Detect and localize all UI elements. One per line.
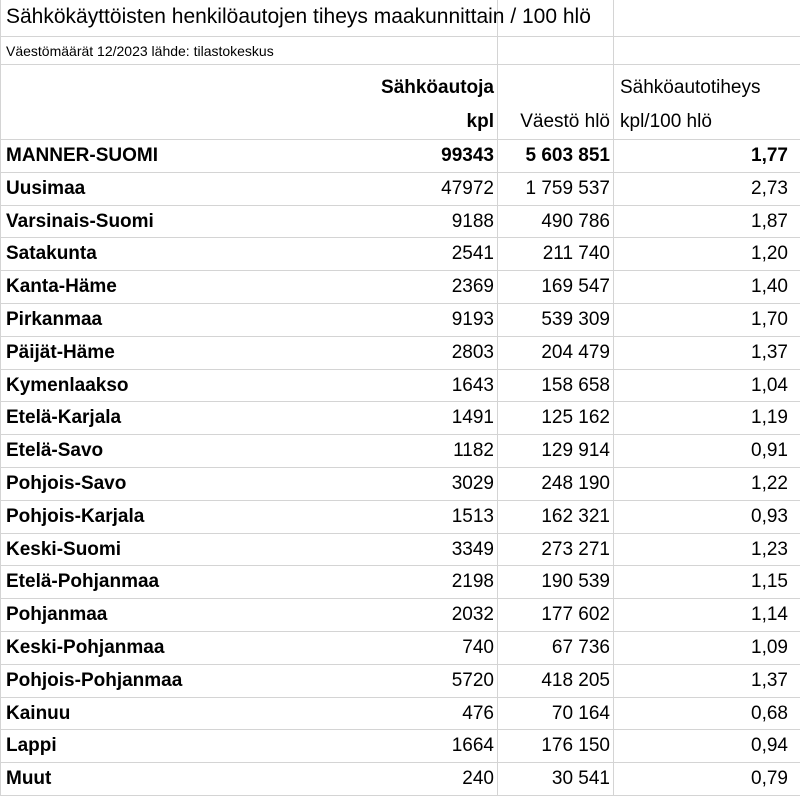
grid-line (0, 697, 800, 698)
table-row (0, 402, 800, 435)
grid-line (0, 401, 800, 402)
density-cell[interactable]: 1,19 (751, 407, 788, 429)
region-cell[interactable]: Kanta-Häme (6, 276, 117, 298)
header-ev-line1[interactable]: Sähköautoja (381, 77, 494, 98)
density-cell[interactable]: 0,93 (751, 505, 788, 527)
ev-count-cell[interactable]: 2803 (451, 341, 494, 363)
density-cell[interactable]: 1,40 (751, 276, 788, 298)
grid-line (0, 467, 800, 468)
density-cell[interactable]: 0,79 (751, 768, 788, 790)
population-cell[interactable]: 158 658 (541, 374, 610, 396)
grid-line (0, 533, 800, 534)
density-cell[interactable]: 0,94 (751, 735, 788, 757)
grid-line (0, 270, 800, 271)
region-cell[interactable]: Pohjois-Karjala (6, 505, 145, 527)
ev-count-cell[interactable]: 1491 (451, 407, 494, 429)
region-cell[interactable]: Etelä-Pohjanmaa (6, 571, 160, 593)
region-cell[interactable]: Pohjois-Pohjanmaa (6, 669, 183, 691)
table-row (0, 632, 800, 665)
population-cell[interactable]: 169 547 (541, 276, 610, 298)
region-cell[interactable]: Pirkanmaa (6, 309, 103, 330)
density-cell[interactable]: 1,77 (751, 145, 788, 166)
region-cell[interactable]: Päijät-Häme (6, 341, 115, 363)
grid-line (0, 172, 800, 173)
population-cell[interactable]: 211 740 (542, 243, 610, 265)
ev-count-cell[interactable]: 9193 (451, 309, 494, 330)
population-cell[interactable]: 162 321 (541, 505, 610, 527)
density-cell[interactable]: 1,22 (751, 473, 788, 494)
grid-line (0, 303, 800, 304)
region-cell[interactable]: Pohjanmaa (6, 604, 108, 626)
density-cell[interactable]: 1,09 (751, 637, 788, 658)
ev-count-cell[interactable]: 740 (462, 637, 494, 658)
header-population[interactable]: Väestö hlö (520, 111, 610, 132)
population-cell[interactable]: 5 603 851 (525, 145, 610, 166)
grid-line (0, 36, 800, 37)
grid-line (0, 631, 800, 632)
region-cell[interactable]: Kymenlaakso (6, 374, 129, 396)
grid-line (0, 565, 800, 566)
population-cell[interactable]: 125 162 (541, 407, 610, 429)
density-cell[interactable]: 1,70 (751, 309, 788, 330)
population-cell[interactable]: 129 914 (541, 440, 610, 462)
ev-count-cell[interactable]: 47972 (441, 177, 494, 199)
grid-line (0, 598, 800, 599)
population-cell[interactable]: 1 759 537 (525, 177, 610, 199)
population-cell[interactable]: 539 309 (541, 309, 610, 330)
ev-count-cell[interactable]: 9188 (451, 210, 494, 232)
grid-line (0, 369, 800, 370)
ev-count-cell[interactable]: 1664 (451, 735, 494, 757)
sheet-subtitle[interactable]: Väestömäärät 12/2023 lähde: tilastokeskus (6, 43, 274, 59)
population-cell[interactable]: 67 736 (551, 637, 610, 658)
region-cell[interactable]: Varsinais-Suomi (6, 210, 154, 232)
ev-count-cell[interactable]: 240 (462, 768, 494, 790)
ev-count-cell[interactable]: 5720 (451, 669, 494, 691)
density-cell[interactable]: 2,73 (751, 177, 788, 199)
region-cell[interactable]: Kainuu (6, 702, 71, 724)
table-row (0, 435, 800, 468)
ev-count-cell[interactable]: 3029 (451, 473, 494, 494)
ev-count-cell[interactable]: 476 (462, 702, 494, 724)
table-row (0, 468, 800, 501)
table-row (0, 370, 800, 403)
grid-line (0, 205, 800, 206)
region-cell[interactable]: Etelä-Savo (6, 440, 104, 462)
population-cell[interactable]: 190 539 (541, 571, 610, 593)
population-cell[interactable]: 176 150 (541, 735, 610, 757)
table-row (0, 599, 800, 632)
density-cell[interactable]: 1,20 (751, 243, 788, 265)
population-cell[interactable]: 177 602 (541, 604, 610, 626)
table-row (0, 173, 800, 206)
region-cell[interactable]: Uusimaa (6, 177, 86, 199)
density-cell[interactable]: 0,68 (751, 702, 788, 724)
region-cell[interactable]: Keski-Pohjanmaa (6, 637, 165, 658)
ev-count-cell[interactable]: 2541 (451, 243, 494, 265)
grid-line (0, 434, 800, 435)
ev-count-cell[interactable]: 99343 (441, 145, 494, 166)
table-row (0, 763, 800, 796)
table-row (0, 337, 800, 370)
header-density-line2[interactable]: kpl/100 hlö (620, 111, 712, 132)
region-cell[interactable]: Etelä-Karjala (6, 407, 122, 429)
region-cell[interactable]: Satakunta (6, 243, 97, 265)
region-cell[interactable]: MANNER-SUOMI (6, 145, 158, 166)
population-cell[interactable]: 30 541 (551, 768, 610, 790)
table-row (0, 534, 800, 567)
grid-line (0, 64, 800, 65)
population-cell[interactable]: 273 271 (541, 538, 610, 560)
region-cell[interactable]: Muut (6, 768, 52, 790)
header-density-line1[interactable]: Sähköautotiheys (620, 77, 761, 98)
header-ev-line2[interactable]: kpl (466, 111, 494, 132)
population-cell[interactable]: 70 164 (551, 702, 610, 724)
table-row-total (0, 140, 800, 173)
region-cell[interactable]: Pohjois-Savo (6, 473, 127, 494)
table-row (0, 501, 800, 534)
population-cell[interactable]: 204 479 (541, 341, 610, 363)
region-cell[interactable]: Keski-Suomi (6, 538, 122, 560)
density-cell[interactable]: 1,87 (751, 210, 788, 232)
ev-count-cell[interactable]: 2198 (451, 571, 494, 593)
grid-line (0, 762, 800, 763)
grid-line (0, 237, 800, 238)
density-cell[interactable]: 1,37 (751, 669, 788, 691)
density-cell[interactable]: 0,91 (751, 440, 788, 462)
grid-line (0, 500, 800, 501)
table-row (0, 698, 800, 731)
population-cell[interactable]: 490 786 (541, 210, 610, 232)
density-cell[interactable]: 1,15 (751, 571, 788, 593)
table-row (0, 304, 800, 337)
ev-count-cell[interactable]: 1643 (451, 374, 494, 396)
grid-line (0, 664, 800, 665)
grid-line (0, 336, 800, 337)
ev-count-cell[interactable]: 3349 (451, 538, 494, 560)
density-cell[interactable]: 1,23 (751, 538, 788, 560)
density-cell[interactable]: 1,14 (751, 604, 788, 626)
population-cell[interactable]: 418 205 (541, 669, 610, 691)
ev-count-cell[interactable]: 2032 (451, 604, 494, 626)
grid-line (0, 729, 800, 730)
table-row (0, 566, 800, 599)
ev-count-cell[interactable]: 1182 (453, 440, 494, 462)
table-row (0, 238, 800, 271)
region-cell[interactable]: Lappi (6, 735, 57, 757)
sheet-title[interactable]: Sähkökäyttöisten henkilöautojen tiheys maakunnittain / 100 hlö (6, 5, 591, 28)
table-row (0, 271, 800, 304)
density-cell[interactable]: 1,04 (751, 374, 788, 396)
ev-count-cell[interactable]: 1513 (451, 505, 494, 527)
table-row (0, 665, 800, 698)
population-cell[interactable]: 248 190 (541, 473, 610, 494)
ev-count-cell[interactable]: 2369 (451, 276, 494, 298)
table-row (0, 730, 800, 763)
table-row (0, 206, 800, 239)
density-cell[interactable]: 1,37 (751, 341, 788, 363)
